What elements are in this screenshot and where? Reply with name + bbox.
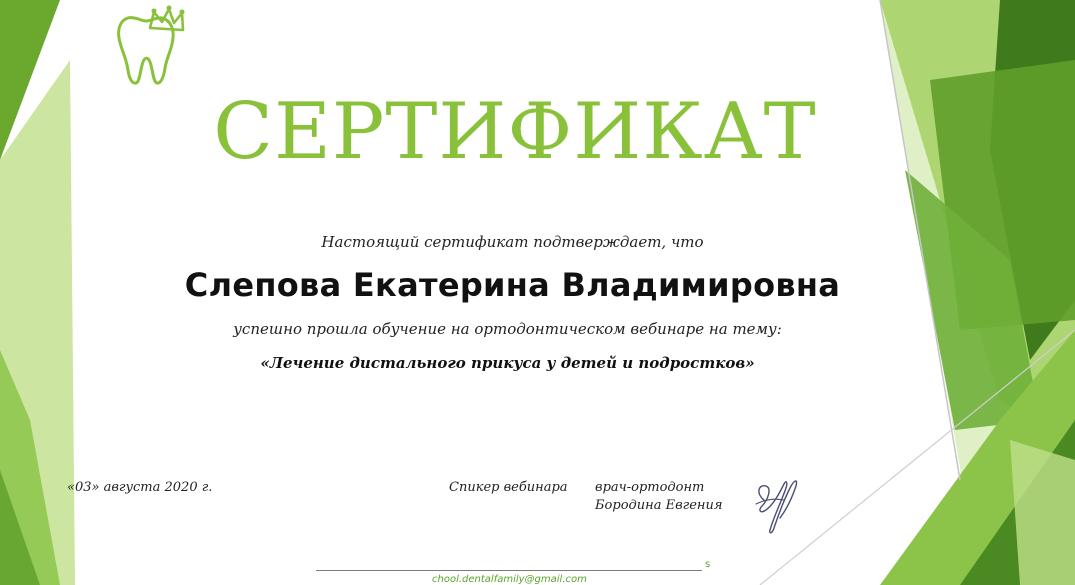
completion-text: успешно прошла обучение на ортодонтическом вебинаре на тему: <box>233 320 782 338</box>
footer-email: chool.dentalfamily@gmail.com <box>432 574 587 585</box>
tooth-with-crown-icon <box>112 4 194 88</box>
recipient-name: Слепова Екатерина Владимировна <box>184 266 841 304</box>
confirmation-text: Настоящий сертификат подтверждает, что <box>321 233 704 251</box>
webinar-topic: «Лечение дистального прикуса у детей и подростков» <box>260 354 755 372</box>
speaker-label: Спикер вебинара <box>449 480 568 495</box>
speaker-name: Бородина Евгения <box>595 498 723 513</box>
speaker-role: врач-ортодонт <box>595 480 705 495</box>
issue-date: «03» августа 2020 г. <box>67 480 213 495</box>
footer-divider <box>316 570 702 571</box>
certificate-title: СЕРТИФИКАТ <box>213 87 817 177</box>
signature <box>750 470 808 540</box>
footer-mark: s <box>705 559 711 570</box>
